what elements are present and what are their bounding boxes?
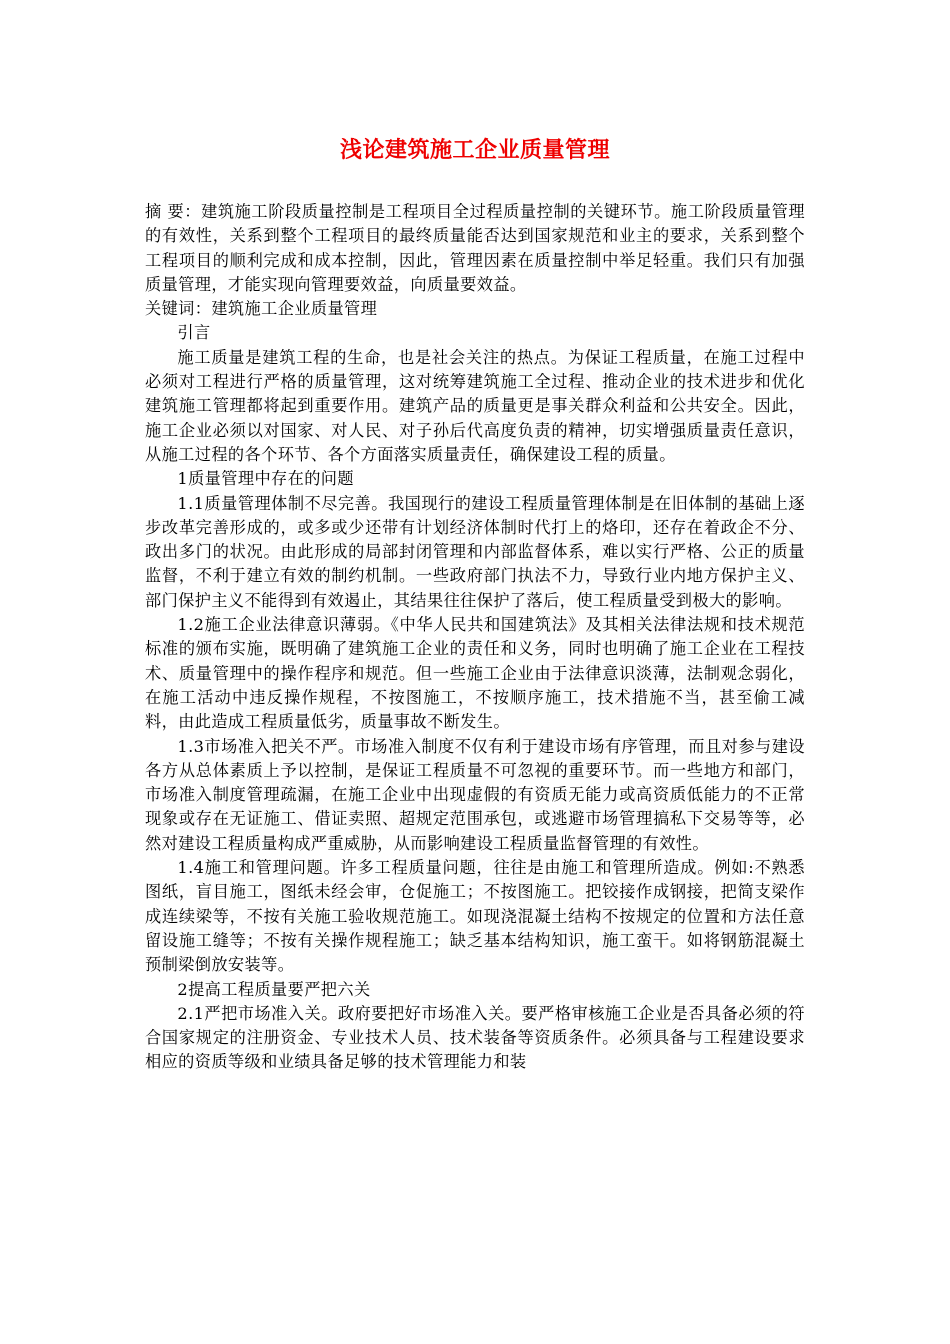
- paragraph: 2.1严把市场准入关。政府要把好市场准入关。要严格审核施工企业是否具备必须的符合国家规定的注册资金、专业技术人员、技术装备等资质条件。必须具备与工程建设要求相应的资质等级和业绩具备足够的技术管理能力和装: [145, 1003, 805, 1072]
- paragraph: 1.1质量管理体制不尽完善。我国现行的建设工程质量管理体制是在旧体制的基础上逐步改革完善形成的，或多或少还带有计划经济体制时代打上的烙印，还存在着政企不分、政出多门的状况。由此形成的局部封闭管理和内部监督体系，难以实行严格、公正的质量监督，不利于建立有效的制约机制。一些政府部门执法不力，导致行业内地方保护主义、部门保护主义不能得到有效遏止，其结果往往保护了落后，使工程质量受到极大的影响。: [145, 493, 805, 610]
- keywords-line: 关键词：建筑施工企业质量管理: [145, 299, 378, 319]
- section-heading: 1质量管理中存在的问题: [177, 469, 354, 489]
- paragraph: 1.3市场准入把关不严。市场准入制度不仅有利于建设市场有序管理，而且对参与建设各方从总体素质上予以控制，是保证工程质量不可忽视的重要环节。而一些地方和部门，市场准入制度管理疏漏，在施工企业中出现虚假的有资质无能力或高资质低能力的不正常现象或存在无证施工、借证卖照、超规定范围承包，或逃避市场管理搞私下交易等等，必然对建设工程质量构成严重威胁，从而影响建设工程质量监督管理的有效性。: [145, 736, 805, 853]
- section-heading: 2提高工程质量要严把六关: [177, 979, 371, 999]
- document-body: [145, 200, 805, 1075]
- paragraph: 1.2施工企业法律意识薄弱。《中华人民共和国建筑法》及其相关法律法规和技术规范标准的颁布实施，既明确了建筑施工企业的责任和义务，同时也明确了施工企业在工程技术、质量管理中的操作程序和规范。但一些施工企业由于法律意识淡薄，法制观念弱化，在施工活动中违反操作规程，不按图施工，不按顺序施工，技术措施不当，甚至偷工减料，由此造成工程质量低劣，质量事故不断发生。: [145, 615, 805, 732]
- paragraph: 1.4施工和管理问题。许多工程质量问题，往往是由施工和管理所造成。例如:不熟悉图纸，盲目施工，图纸未经会审，仓促施工；不按图施工。把铰接作成钢接，把简支梁作成连续梁等，不按有关施工验收规范施工。如现浇混凝土结构不按规定的位置和方法任意留设施工缝等；不按有关操作规程施工；缺乏基本结构知识，施工蛮干。如将钢筋混凝土预制梁倒放安装等。: [145, 858, 805, 975]
- paragraph: 引言: [177, 323, 211, 343]
- document-title: 浅论建筑施工企业质量管理: [339, 138, 610, 163]
- paragraph: 施工质量是建筑工程的生命，也是社会关注的热点。为保证工程质量，在施工过程中必须对工程进行严格的质量管理，这对统筹建筑施工全过程、推动企业的技术进步和优化建筑施工管理都将起到重要作用。建筑产品的质量更是事关群众利益和公共安全。因此，施工企业必须以对国家、对人民、对子孙后代高度负责的精神，切实增强质量责任意识，从施工过程的各个环节、各个方面落实质量责任，确保建设工程的质量。: [145, 347, 805, 464]
- abstract-paragraph: 摘 要：建筑施工阶段质量控制是工程项目全过程质量控制的关键环节。施工阶段质量管理的有效性，关系到整个工程项目的最终质量能否达到国家规范和业主的要求，关系到整个工程项目的顺利完成和成本控制，因此，管理因素在质量控制中举足轻重。我们只有加强质量管理，才能实现向管理要效益，向质量要效益。: [145, 202, 805, 294]
